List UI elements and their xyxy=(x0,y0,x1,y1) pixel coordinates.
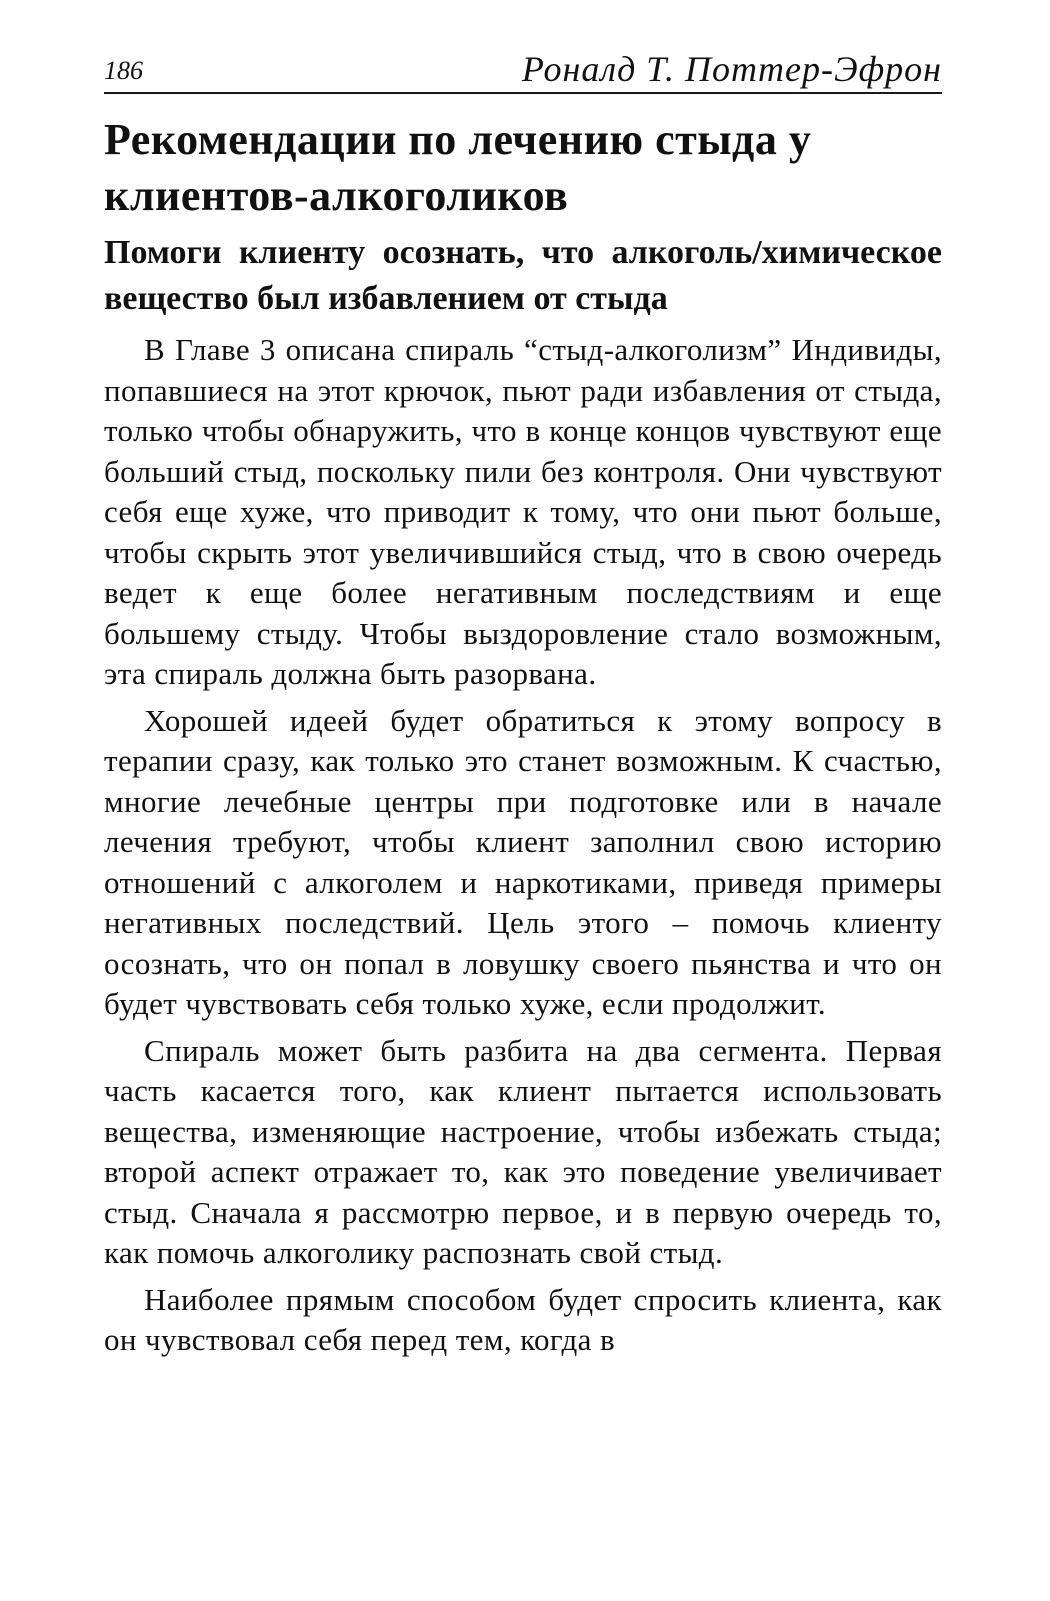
paragraph: В Главе 3 описана спираль “стыд-алкоголизм” Индивиды, попавшиеся на этот крючок, пьют ради избавления от стыда, только чтобы обнаружить, что в конце концов чувствуют еще больший стыд, поскольку пили без контроля. Они чувствуют себя еще хуже, что приводит к тому, что они пьют больше, чтобы скрыть этот увеличившийся стыд, что в свою очередь ведет к еще более негативным последствиям и еще большему стыду. Чтобы выздоровление стало возможным, эта спираль должна быть разорвана. xyxy=(104,332,942,691)
running-author: Роналд Т. Поттер-Эфрон xyxy=(521,49,942,89)
book-page xyxy=(104,40,942,1367)
page-number: 186 xyxy=(104,56,143,85)
section-title: Рекомендации по лечению стыда у клиентов-алкоголиков xyxy=(104,115,812,220)
running-header xyxy=(104,40,942,94)
body-text xyxy=(104,330,942,1361)
paragraph: Наиболее прямым способом будет спросить клиента, как он чувствовал себя перед тем, когда в xyxy=(104,1281,942,1357)
paragraph: Спираль может быть разбита на два сегмента. Первая часть касается того, как клиент пытается использовать вещества, изменяющие настроение, чтобы избежать стыда; второй аспект отражает то, как это поведение увеличивает стыд. Сначала я рассмотрю первое, и в первую очередь то, как помочь алкоголику распознать свой стыд. xyxy=(104,1032,942,1270)
subsection-title: Помоги клиенту осознать, что алкоголь/химическое вещество был избавлением от стыда xyxy=(104,234,942,317)
paragraph: Хорошей идеей будет обратиться к этому вопросу в терапии сразу, как только это станет возможным. К счастью, многие лечебные центры при подготовке или в начале лечения требуют, чтобы клиент заполнил свою историю отношений с алкоголем и наркотиками, приведя примеры негативных последствий. Цель этого – помочь клиенту осознать, что он попал в ловушку своего пьянства и что он будет чувствовать себя только хуже, если продолжит. xyxy=(104,702,942,1021)
